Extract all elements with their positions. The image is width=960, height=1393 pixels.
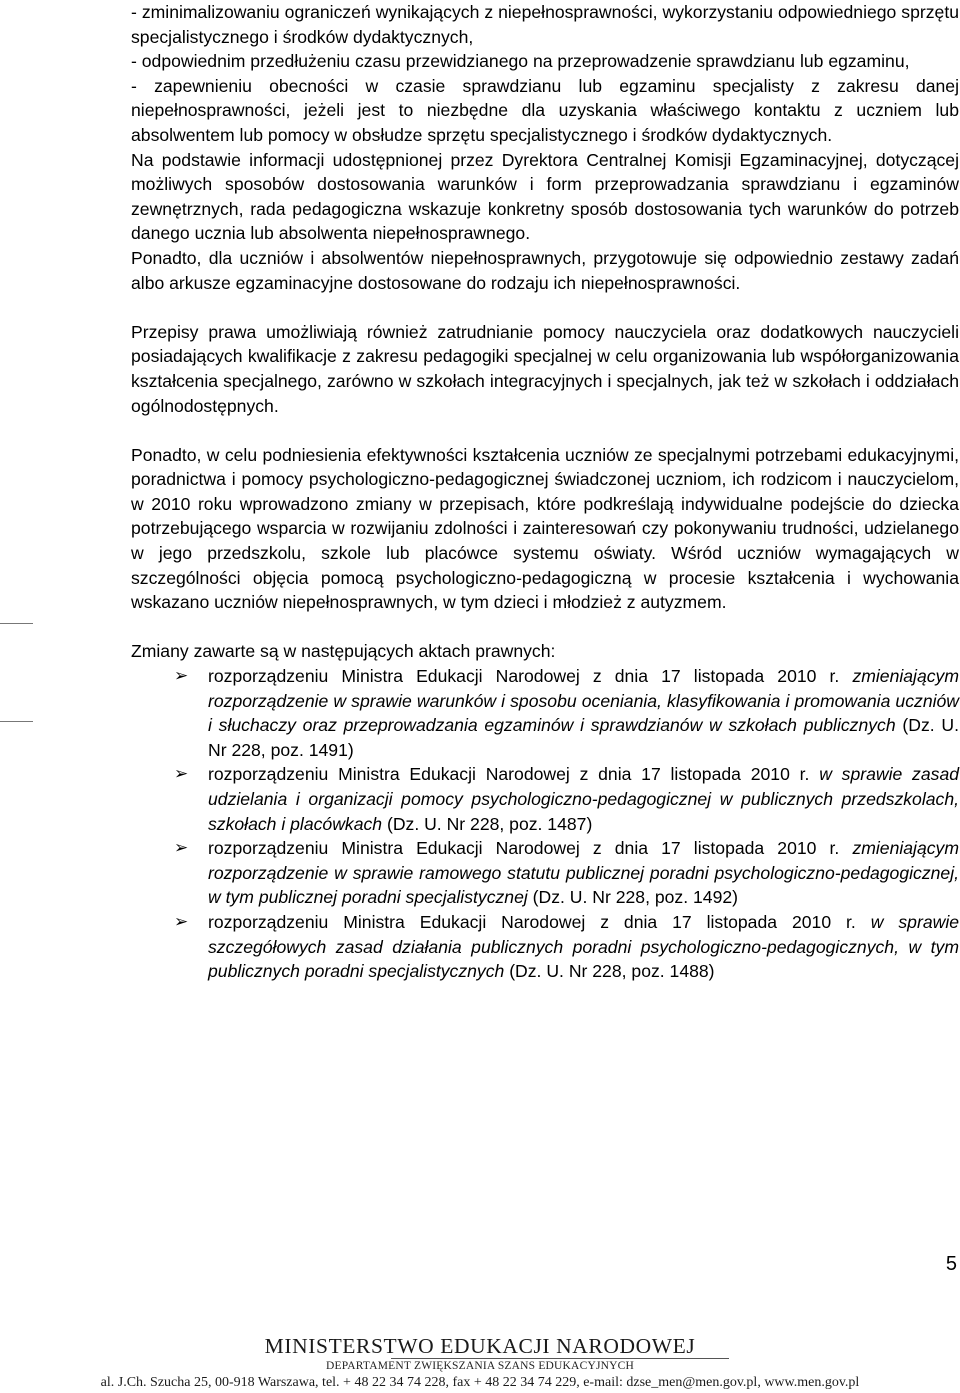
act-lead: rozporządzeniu Ministra Edukacji Narodowej z dnia 17 listopada 2010 r. — [208, 838, 840, 859]
footer-department-name: DEPARTAMENT ZWIĘKSZANIA SZANS EDUKACYJNYCH — [325, 1360, 635, 1372]
act-title: zmieniającym rozporządzenie w sprawie warunków i sposobu oceniania, klasyfikowania i promowania uczniów i słuchaczy oraz przeprowadzania egzaminów i sprawdzianów w szkołach publicznych — [208, 666, 960, 736]
intro-item: - zminimalizowaniu ograniczeń wynikających z niepełnosprawności, wykorzystaniu odpowiedniego sprzętu specjalistycznego i środków dydaktycznych, — [131, 2, 959, 47]
act-item — [131, 836, 959, 910]
act-reference: (Dz. U. Nr 228, poz. 1488) — [504, 961, 715, 982]
margin-mark-top — [0, 721, 33, 722]
act-lead: rozporządzeniu Ministra Edukacji Narodowej z dnia 17 listopada 2010 r. — [208, 764, 810, 785]
intro-item: - odpowiednim przedłużeniu czasu przewidzianego na przeprowadzenie sprawdzianu lub egzaminu, — [131, 51, 910, 72]
document-body — [131, 0, 959, 984]
acts-list — [131, 664, 959, 984]
act-reference: (Dz. U. Nr 228, poz. 1491) — [208, 715, 959, 760]
acts-intro: Zmiany zawarte są w następujących aktach prawnych: — [131, 641, 556, 662]
page-number: 5 — [945, 1253, 957, 1275]
arrow-bullet-icon: ➢ — [174, 911, 189, 931]
act-lead: rozporządzeniu Ministra Edukacji Narodowej z dnia 17 listopada 2010 r. — [208, 911, 856, 932]
act-reference: (Dz. U. Nr 228, poz. 1492) — [527, 887, 738, 908]
arrow-bullet-icon: ➢ — [174, 764, 189, 784]
act-title: w sprawie zasad udzielania i organizacji pomocy psychologiczno-pedagogicznej w publicznych przedszkolach, szkołach i placówkach — [208, 764, 960, 834]
arrow-bullet-icon: ➢ — [174, 666, 189, 686]
act-title: w sprawie szczegółowych zasad działania publicznych poradni psychologiczno-pedagogicznych, w tym publicznych poradni specjalistycznych — [208, 911, 960, 982]
footer-ministry-name: MINISTERSTWO EDUKACJI NARODOWEJ — [264, 1334, 696, 1358]
act-item — [131, 664, 959, 762]
arrow-bullet-icon: ➢ — [174, 838, 189, 858]
paragraph-teacher-support: Przepisy prawa umożliwiają również zatrudnianie pomocy nauczyciela oraz dodatkowych nauczycieli posiadających kwalifikacje z zakresu pedagogiki specjalnej w celu organizowania lub współorganizowania kształcenia specjalnego, zarówno w szkołach integracyjnych i specjalnych, jak też w szkołach i oddziałach ogólnodostępnych. — [131, 321, 959, 416]
footer-address: al. J.Ch. Szucha 25, 00-918 Warszawa, tel. + 48 22 34 74 228, fax + 48 22 34 74 229, e-mail: dzse_men@men.gov.pl, www.men.gov.pl — [100, 1375, 860, 1390]
act-title: zmieniającym rozporządzenie w sprawie ramowego statutu publicznej poradni psychologiczno-pedagogicznej, w tym publicznej poradni specjalistycznej — [208, 838, 960, 908]
act-reference: (Dz. U. Nr 228, poz. 1487) — [382, 813, 593, 834]
paragraph-efficiency: Ponadto, w celu podniesienia efektywności kształcenia uczniów ze specjalnymi potrzebami edukacyjnymi, poradnictwa i pomocy psychologiczno-pedagogicznej świadczonej uczniom, ich rodzicom i nauczycielom, w 2010 roku wprowadzono zmiany w przepisach, które podkreślają indywidualne podejście do dziecka potrzebującego wsparcia w rozwijaniu zdolności i zainteresowań czy pokonywaniu trudności, udzielanego w jego przedszkolu, szkole lub placówce systemu oświaty. Wśród uczniów wymagających w szczególności objęcia pomocą psychologiczno-pedagogiczną w procesie kształcenia i wychowania wskazano uczniów niepełnosprawnych, w tym dzieci i młodzież z autyzmem. — [131, 444, 959, 613]
margin-mark-second — [0, 623, 33, 624]
act-item — [131, 910, 959, 984]
footer-divider — [391, 1358, 729, 1359]
act-lead: rozporządzeniu Ministra Edukacji Narodowej z dnia 17 listopada 2010 r. — [208, 666, 840, 687]
act-item — [131, 762, 959, 836]
paragraph-exam-sets: Ponadto, dla uczniów i absolwentów niepełnosprawnych, przygotowuje się odpowiednio zestawy zadań albo arkusze egzaminacyjne dostosowane do rodzaju ich niepełnosprawności. — [131, 247, 959, 293]
page-footer — [0, 1323, 960, 1393]
paragraph-director: Na podstawie informacji udostępnionej przez Dyrektora Centralnej Komisji Egzaminacyjnej, dotyczącej możliwych sposobów dostosowania warunków i form przeprowadzania sprawdzianu i egzaminów zewnętrznych, rada pedagogiczna wskazuje konkretny sposób dostosowania tych warunków do potrzeb danego ucznia lub absolwenta niepełnosprawnego. — [131, 149, 959, 244]
intro-item: - zapewnieniu obecności w czasie sprawdzianu lub egzaminu specjalisty z zakresu danej niepełnosprawności, jeżeli jest to niezbędne dla uzyskania właściwego kontaktu z uczniem lub absolwentem lub pomocy w obsłudze sprzętu specjalistycznego i środków dydaktycznych. — [131, 75, 959, 145]
